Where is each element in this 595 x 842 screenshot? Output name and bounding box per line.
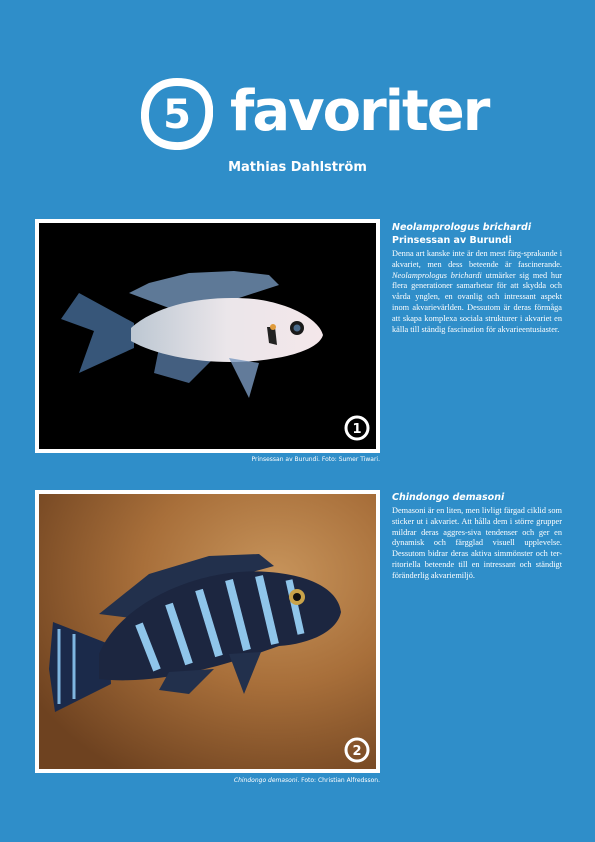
svg-text:2: 2	[352, 744, 362, 759]
entry-text: Demasoni är en liten, men livligt färgad ciklid som sticker ut i akvariet. Att hålla dem i större grupper mildrar deras aggres-siva tendenser och ger en dynamisk och färgglad visuell upplevelse. Dessutom bidrar deras aktiva simmönster och ter-ritoriella beteende till en intressant och ständigt föränderlig akvariemiljö.	[392, 506, 562, 580]
photo-caption-1: Prinsessan av Burundi. Foto: Sumer Tiwari.	[251, 456, 380, 463]
photo-demasoni	[39, 494, 376, 769]
photo-number-2-icon	[342, 735, 372, 765]
logo-five-icon	[141, 78, 213, 150]
photo-frame-brichardi	[35, 219, 380, 453]
entry-text: Denna art kanske inte är den mest färg-sprakande i akvariet, men dess beteende är fascinerande. Neolamprologus brichardi utmärker sig med hur flera generationer samarbetar för att skydda och vårda ynglen, en ovanlig och intressant aspekt inom akvarievärlden. Dessutom är deras förmåga att skapa komplexa sociala strukturer i akvariet en källa till ständig fascination för akvarieentusiaster.	[392, 249, 562, 334]
photo-number-1-icon	[342, 413, 372, 443]
entry-brichardi	[392, 221, 562, 335]
scientific-name: Neolamprologus brichardi	[392, 222, 532, 233]
svg-text:1: 1	[352, 422, 362, 437]
author-name: Mathias Dahlström	[228, 160, 367, 175]
common-name: Prinsessan av Burundi	[392, 235, 512, 246]
logo-word: favoriter	[230, 79, 489, 144]
photo-frame-demasoni	[35, 490, 380, 773]
scientific-name: Chindongo demasoni	[392, 492, 505, 503]
entry-demasoni	[392, 491, 562, 582]
photo-caption-2: Chindongo demasoni. Foto: Christian Alfredsson.	[233, 777, 380, 784]
logo-number: 5	[163, 92, 191, 138]
photo-brichardi	[39, 223, 376, 449]
